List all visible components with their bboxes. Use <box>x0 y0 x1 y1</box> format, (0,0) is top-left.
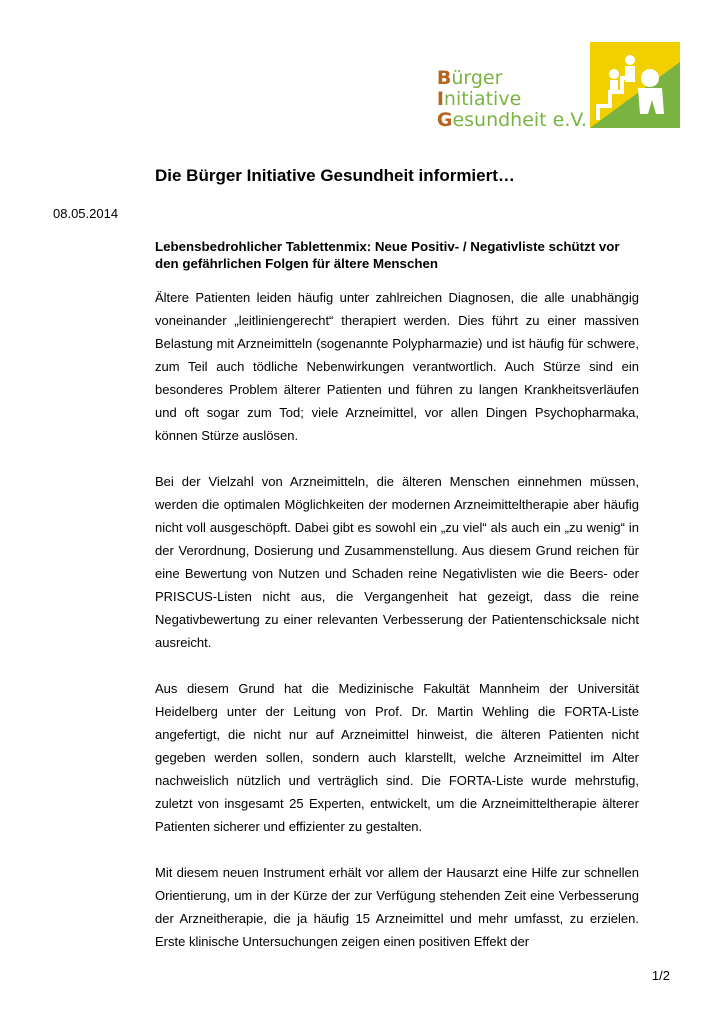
organization-logo-text <box>437 68 587 131</box>
article-body <box>155 286 639 976</box>
logo-line-3: Gesundheit e.V. <box>436 109 587 131</box>
page-number: 1/2 <box>651 968 670 983</box>
page-title: Die Bürger Initiative Gesundheit informiert… <box>155 166 515 185</box>
logo-line-2: Initiative <box>436 88 522 110</box>
article-headline: Lebensbedrohlicher Tablettenmix: Neue Positiv- / Negativliste schützt vor den gefährlichen Folgen für ältere Menschen <box>155 239 620 271</box>
paragraph: Aus diesem Grund hat die Medizinische Fakultät Mannheim der Universität Heidelberg unter der Leitung von Prof. Dr. Martin Wehling die FORTA-Liste angefertigt, die nicht nur auf Arzneimittel hinweist, die älteren Patienten nicht gegeben werden sollen, sondern auch klarstellt, welche Arzneimittel im Alter nachweislich nützlich und verträglich sind. Die FORTA-Liste wurde mehrstufig, zuletzt von insgesamt 25 Experten, entwickelt, um die Arzneimitteltherapie älterer Patienten sicherer und effizienter zu gestalten. <box>155 681 639 834</box>
document-date: 08.05.2014 <box>53 206 119 221</box>
paragraph: Mit diesem neuen Instrument erhält vor allem der Hausarzt eine Hilfe zur schnellen Orientierung, um in der Kürze der zur Verfügung stehenden Zeit eine Verbesserung der Arzneitherapie, die ja häufig 15 Arzneimittel und mehr umfasst, zu erzielen. Erste klinische Untersuchungen zeigen einen positiven Effekt der <box>155 865 639 949</box>
logo-line-1: Bürger <box>436 67 503 89</box>
paragraph: Ältere Patienten leiden häufig unter zahlreichen Diagnosen, die alle unabhängig voneinander „leitliniengerecht“ therapiert werden. Dies führt zu einer massiven Belastung mit Arzneimitteln (sogenannte Polypharmazie) und ist häufig für schwere, zum Teil auch tödliche Nebenwirkungen verantwortlich. Auch Stürze sind ein besonderes Problem älterer Patienten und führen zu langen Krankheitsverläufen und oft sogar zum Tod; viele Arzneimittel, vor allen Dingen Psychopharmaka, können Stürze auslösen. <box>155 290 639 443</box>
paragraph: Bei der Vielzahl von Arzneimitteln, die älteren Menschen einnehmen müssen, werden die optimalen Möglichkeiten der modernen Arzneimitteltherapie aber häufig nicht voll ausgeschöpft. Dabei gibt es sowohl ein „zu viel“ als auch ein „zu wenig“ in der Verordnung, Dosierung und Zusammenstellung. Aus diesem Grund reichen für eine Bewertung von Nutzen und Schaden reine Negativlisten wie die Beers- oder PRISCUS-Listen nicht aus, die Vergangenheit hat gezeigt, dass die reine Negativbewertung zu einer relevanten Verbesserung der Patientenschicksale nicht ausreicht. <box>155 474 639 650</box>
logo-stairs-people-icon <box>590 42 680 128</box>
